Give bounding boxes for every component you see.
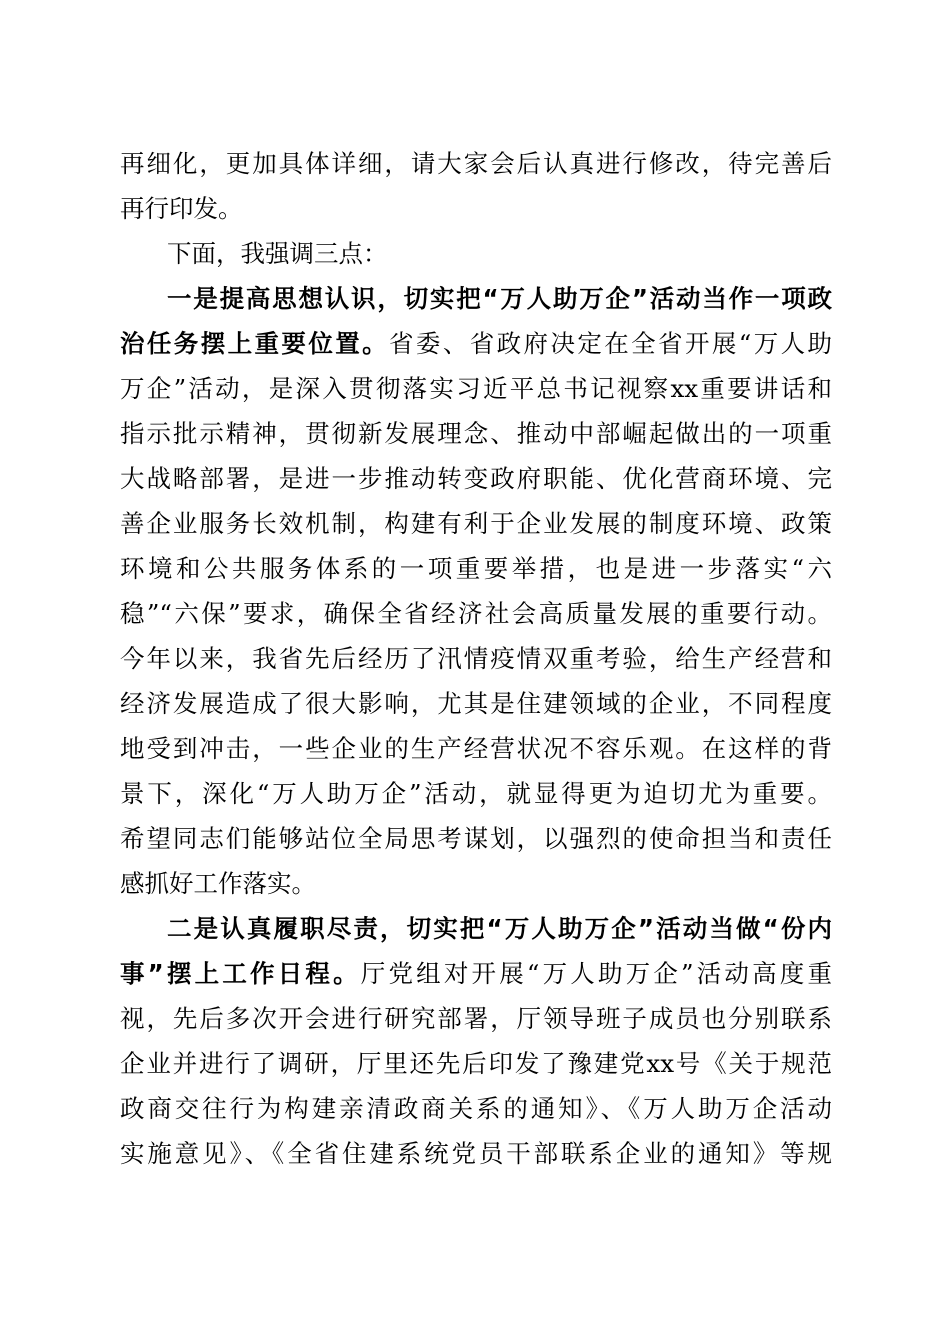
body-text-line: 希望同志们能够站位全局思考谋划，以强烈的使命担当和责任	[120, 824, 832, 853]
body-text-line: 政商交往行为构建亲清政商关系的通知》、《万人助万企活动	[120, 1094, 832, 1123]
body-text-line: 再行印发。	[120, 194, 243, 223]
body-text-line: 今年以来，我省先后经历了汛情疫情双重考验，给生产经营和	[120, 644, 832, 673]
section-heading-line: 二是认真履职尽责，切实把“万人助万企”活动当做“份内	[167, 914, 832, 943]
body-text-line: 指示批示精神，贯彻新发展理念、推动中部崛起做出的一项重	[120, 419, 832, 448]
body-text-line: 实施意见》、《全省住建系统党员干部联系企业的通知》等规	[120, 1139, 832, 1168]
body-text-line: 视，先后多次开会进行研究部署，厅领导班子成员也分别联系	[120, 1004, 832, 1033]
body-text-line: 再细化，更加具体详细，请大家会后认真进行修改，待完善后	[120, 149, 832, 178]
body-text-line: 环境和公共服务体系的一项重要举措，也是进一步落实“六	[120, 554, 832, 583]
body-text-line: 下面，我强调三点：	[167, 239, 388, 268]
body-text-line: 稳”“六保”要求，确保全省经济社会高质量发展的重要行动。	[120, 599, 832, 628]
body-text-line: 地受到冲击，一些企业的生产经营状况不容乐观。在这样的背	[120, 734, 832, 763]
section-heading-line: 事”摆上工作日程。厅党组对开展“万人助万企”活动高度重	[120, 959, 832, 988]
section-heading-line: 一是提高思想认识，切实把“万人助万企”活动当作一项政	[167, 284, 832, 313]
body-text-line: 企业并进行了调研，厅里还先后印发了豫建党xx号《关于规范	[120, 1049, 832, 1078]
body-text-line: 经济发展造成了很大影响，尤其是住建领域的企业，不同程度	[120, 689, 832, 718]
body-text-line: 善企业服务长效机制，构建有利于企业发展的制度环境、政策	[120, 509, 832, 538]
body-text-line: 感抓好工作落实。	[120, 869, 316, 898]
body-text-line: 景下，深化“万人助万企”活动，就显得更为迫切尤为重要。	[120, 779, 832, 808]
body-text-line: 大战略部署，是进一步推动转变政府职能、优化营商环境、完	[120, 464, 832, 493]
body-text-line: 万企”活动，是深入贯彻落实习近平总书记视察xx重要讲话和	[120, 374, 832, 403]
section-heading-line: 治任务摆上重要位置。省委、省政府决定在全省开展“万人助	[120, 329, 832, 358]
